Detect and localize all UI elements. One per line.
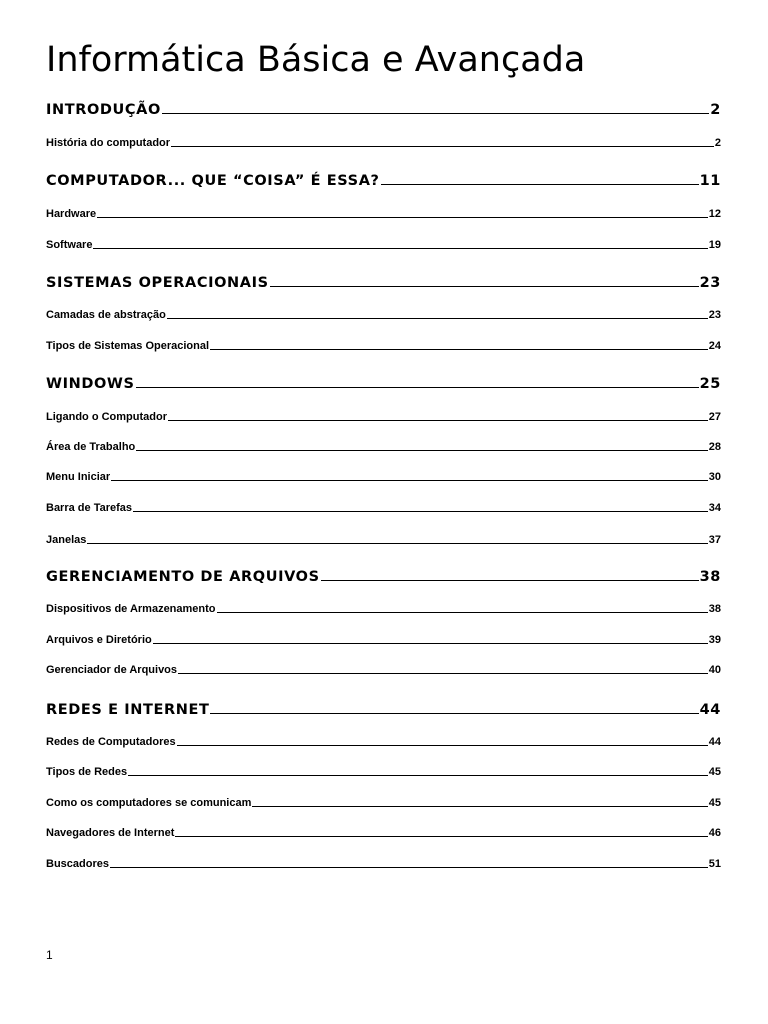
toc-page: 40	[708, 664, 721, 676]
toc-page: 25	[699, 376, 721, 392]
toc-page: 2	[710, 102, 721, 118]
toc-page: 30	[708, 471, 721, 483]
dot-leader	[171, 145, 714, 147]
toc-label: Software	[46, 239, 93, 251]
toc-page: 23	[699, 275, 721, 291]
toc-section-introducao[interactable]	[46, 102, 721, 118]
toc-page: 39	[708, 634, 721, 646]
toc-entry-tipos-redes[interactable]	[46, 766, 721, 778]
toc-entry-software[interactable]	[46, 239, 721, 251]
dot-leader	[110, 866, 708, 868]
toc-page: 38	[699, 569, 721, 585]
toc-entry-barra-tarefas[interactable]	[46, 502, 721, 514]
toc-page: 38	[708, 603, 721, 615]
toc-section-redes[interactable]	[46, 702, 721, 718]
toc-entry-tipos-so[interactable]	[46, 340, 721, 352]
toc-entry-ligando[interactable]	[46, 411, 721, 423]
dot-leader	[270, 285, 699, 287]
toc-label: Buscadores	[46, 858, 109, 870]
dot-leader	[178, 672, 708, 674]
toc-page: 27	[708, 411, 721, 423]
document-title: Informática Básica e Avançada	[46, 40, 586, 80]
toc-label: Tipos de Redes	[46, 766, 128, 778]
toc-label: Ligando o Computador	[46, 411, 167, 423]
toc-page: 12	[708, 208, 721, 220]
dot-leader	[136, 386, 699, 388]
toc-label: Janelas	[46, 534, 87, 546]
dot-leader	[252, 805, 707, 807]
dot-leader	[168, 419, 708, 421]
dot-leader	[87, 542, 707, 544]
dot-leader	[97, 216, 708, 218]
toc-page: 44	[708, 736, 721, 748]
dot-leader	[153, 642, 708, 644]
page-number: 1	[46, 948, 53, 962]
dot-leader	[177, 744, 708, 746]
toc-section-gerenciamento[interactable]	[46, 569, 721, 585]
toc-label: Camadas de abstração	[46, 309, 166, 321]
toc-label: Área de Trabalho	[46, 441, 136, 453]
dot-leader	[175, 835, 707, 837]
dot-leader	[167, 317, 708, 319]
toc-page: 51	[708, 858, 721, 870]
toc-page: 45	[708, 797, 721, 809]
toc-entry-buscadores[interactable]	[46, 858, 721, 870]
toc-section-computador[interactable]	[46, 173, 721, 189]
toc-label: Barra de Tarefas	[46, 502, 133, 514]
toc-entry-area-trabalho[interactable]	[46, 441, 721, 453]
toc-label: REDES E INTERNET	[46, 702, 210, 718]
toc-label: Navegadores de Internet	[46, 827, 175, 839]
dot-leader	[381, 183, 699, 185]
toc-entry-redes-computadores[interactable]	[46, 736, 721, 748]
toc-label: Hardware	[46, 208, 97, 220]
dot-leader	[217, 611, 708, 613]
toc-page: 28	[708, 441, 721, 453]
toc-section-sistemas[interactable]	[46, 275, 721, 291]
toc-label: WINDOWS	[46, 376, 135, 392]
toc-entry-historia[interactable]	[46, 137, 721, 149]
toc-entry-gerenciador[interactable]	[46, 664, 721, 676]
toc-label: INTRODUÇÃO	[46, 102, 161, 118]
toc-entry-dispositivos[interactable]	[46, 603, 721, 615]
toc-page: 2	[714, 137, 721, 149]
dot-leader	[133, 510, 708, 512]
dot-leader	[162, 112, 709, 114]
dot-leader	[210, 712, 698, 714]
toc-entry-camadas[interactable]	[46, 309, 721, 321]
toc-entry-menu-iniciar[interactable]	[46, 471, 721, 483]
toc-entry-hardware[interactable]	[46, 208, 721, 220]
toc-entry-arquivos[interactable]	[46, 634, 721, 646]
toc-label: Gerenciador de Arquivos	[46, 664, 178, 676]
toc-page: 23	[708, 309, 721, 321]
dot-leader	[111, 479, 708, 481]
toc-label: História do computador	[46, 137, 171, 149]
toc-label: Arquivos e Diretório	[46, 634, 152, 646]
toc-label: Tipos de Sistemas Operacional	[46, 340, 210, 352]
dot-leader	[210, 348, 708, 350]
toc-entry-janelas[interactable]	[46, 534, 721, 546]
toc-label: SISTEMAS OPERACIONAIS	[46, 275, 269, 291]
toc-label: Redes de Computadores	[46, 736, 176, 748]
dot-leader	[128, 774, 708, 776]
toc-label: GERENCIAMENTO DE ARQUIVOS	[46, 569, 320, 585]
toc-page: 37	[708, 534, 721, 546]
dot-leader	[136, 449, 707, 451]
toc-page: 45	[708, 766, 721, 778]
toc-label: Dispositivos de Armazenamento	[46, 603, 216, 615]
toc-page: 19	[708, 239, 721, 251]
toc-entry-comunicam[interactable]	[46, 797, 721, 809]
toc-label: Menu Iniciar	[46, 471, 111, 483]
dot-leader	[93, 247, 707, 249]
toc-page: 44	[699, 702, 721, 718]
toc-section-windows[interactable]	[46, 376, 721, 392]
toc-page: 46	[708, 827, 721, 839]
toc-page: 24	[708, 340, 721, 352]
toc-label: Como os computadores se comunicam	[46, 797, 252, 809]
toc-label: COMPUTADOR... QUE “COISA” É ESSA?	[46, 173, 380, 189]
dot-leader	[321, 579, 699, 581]
toc-entry-navegadores[interactable]	[46, 827, 721, 839]
toc-page: 34	[708, 502, 721, 514]
toc-page: 11	[699, 173, 721, 189]
